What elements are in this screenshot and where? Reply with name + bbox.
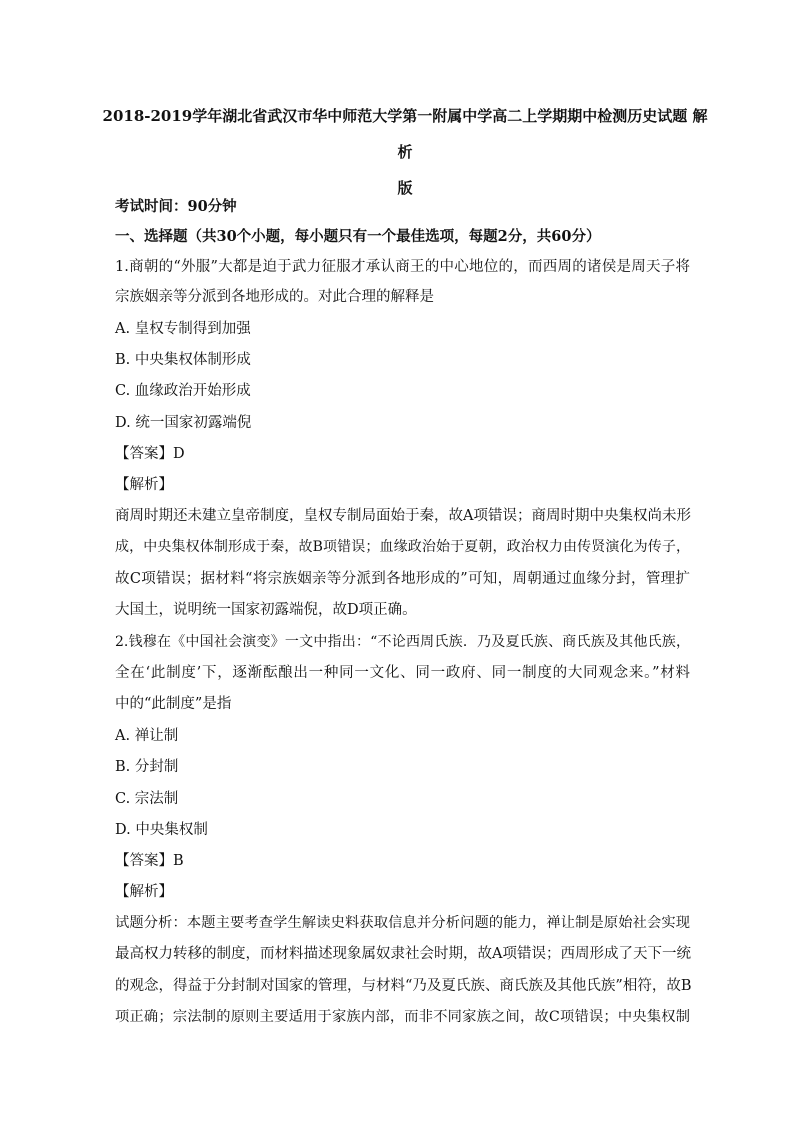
q2-analysis-line-3: 的观念，得益于分封制对国家的管理，与材料“乃及夏氏族、商氏族及其他氏族”相符，故B [115, 978, 692, 994]
q1-option-a: A. 皇权专制得到加强 [115, 321, 251, 337]
title-line-1: 2018-2019学年湖北省武汉市华中师范大学第一附属中学高二上学期期中检测历史试题 解析 [102, 107, 708, 161]
q1-stem-line-1: 1.商朝的“外服”大都是迫于武力征服才承认商王的中心地位的，而西周的诸侯是周天子将 [115, 259, 690, 275]
q2-analysis-line-1: 试题分析：本题主要考查学生解读史料获取信息并分析问题的能力，禅让制是原始社会实现 [115, 915, 690, 931]
q1-option-c: C. 血缘政治开始形成 [115, 383, 251, 399]
q2-stem-line-3: 中的“此制度”是指 [115, 696, 232, 712]
q1-analysis-line-2: 成，中央集权体制形成于秦，故B项错误；血缘政治始于夏朝，政治权力由传贤演化为传子， [115, 539, 690, 555]
q1-analysis-line-3: 故C项错误；据材料“将宗族姻亲等分派到各地形成的”可知，周朝通过血缘分封，管理扩 [115, 571, 690, 587]
q1-answer: 【答案】D [115, 446, 185, 462]
section-heading: 一、选择题（共30个小题，每小题只有一个最佳选项，每题2分，共60分） [115, 228, 601, 245]
q1-stem-line-2: 宗族姻亲等分派到各地形成的。对此合理的解释是 [115, 289, 434, 305]
q2-option-b: B. 分封制 [115, 759, 179, 775]
q1-analysis-label: 【解析】 [115, 477, 173, 493]
exam-time: 考试时间：90分钟 [115, 198, 237, 215]
title-line-2: 版 [397, 179, 413, 197]
q1-option-d: D. 统一国家初露端倪 [115, 415, 252, 431]
q1-analysis-line-1: 商周时期还未建立皇帝制度，皇权专制局面始于秦，故A项错误；商周时期中央集权尚未形 [115, 508, 691, 524]
q2-analysis-line-4: 项正确；宗法制的原则主要适用于家族内部，而非不同家族之间，故C项错误；中央集权制 [115, 1009, 690, 1025]
document-title [100, 98, 710, 206]
q2-analysis-label: 【解析】 [115, 884, 173, 900]
q2-answer: 【答案】B [115, 853, 184, 869]
q2-option-c: C. 宗法制 [115, 791, 179, 807]
q1-option-b: B. 中央集权体制形成 [115, 352, 251, 368]
q2-stem-line-2: 全在‘此制度’下，逐渐酝酿出一种同一文化、同一政府、同一制度的大同观念来。”材料 [115, 665, 690, 681]
q2-option-d: D. 中央集权制 [115, 822, 208, 838]
q1-analysis-line-4: 大国土，说明统一国家初露端倪，故D项正确。 [115, 602, 417, 618]
q2-analysis-line-2: 最高权力转移的制度，而材料描述现象属奴隶社会时期，故A项错误；西周形成了天下一统 [115, 946, 691, 962]
q2-stem-line-1: 2.钱穆在《中国社会演变》一文中指出：“不论西周氏族．乃及夏氏族、商氏族及其他氏族， [115, 634, 690, 650]
q2-option-a: A. 禅让制 [115, 728, 179, 744]
